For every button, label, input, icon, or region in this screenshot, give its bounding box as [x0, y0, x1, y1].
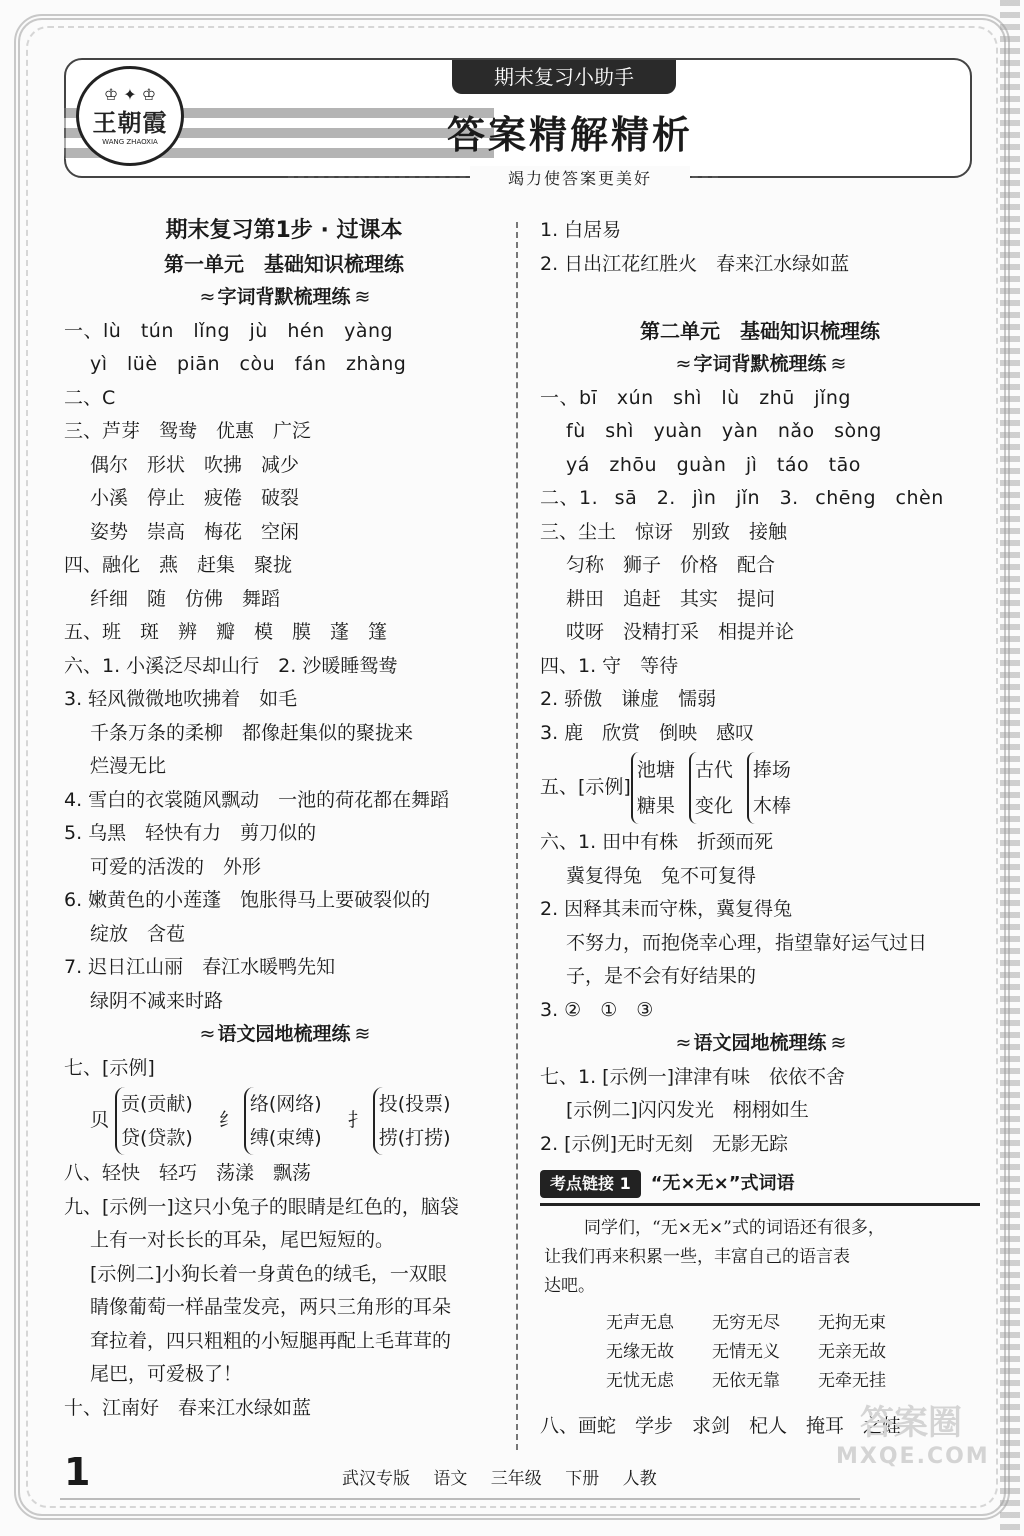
kd-word: 无牵无挂: [818, 1371, 886, 1391]
brace-item: 络(网络): [249, 1093, 322, 1115]
radical: 扌: [347, 1109, 367, 1132]
answer-line: 冀复得兔 兔不可复得: [566, 864, 757, 887]
answer-line: [示例二]小狗长着一身黄色的绒毛，一双眼: [90, 1262, 447, 1285]
knowledge-link-box: [540, 1203, 980, 1301]
answer-line: 绽放 含苞: [90, 922, 186, 945]
answer-line: 2. [示例]无时无刻 无影无踪: [540, 1132, 788, 1155]
answer-line: 一、bī xún shì lù zhū jǐng: [540, 386, 851, 409]
answer-line: 6. 嫩黄色的小莲蓬 饱胀得马上要破裂似的: [64, 889, 431, 911]
answer-line: 一、lù tún lǐng jù hén yàng: [64, 319, 394, 342]
logo: [76, 66, 184, 166]
answer-line: yì lüè piān còu fán zhàng: [90, 353, 407, 375]
answer-line: 小溪 停止 疲倦 破裂: [90, 487, 300, 509]
answer-line: 四、融化 燕 赶集 聚拢: [64, 554, 293, 576]
step-heading: 期末复习第1步 · 过课本: [165, 218, 403, 243]
answer-line: 四、1. 守 等待: [540, 654, 679, 677]
answer-line: 7. 迟日江山丽 春江水暖鸭先知: [64, 956, 336, 978]
wave-icon: ≋: [350, 1023, 369, 1045]
section-heading: [540, 348, 980, 382]
header-tag: 期末复习小助手: [452, 60, 676, 94]
brace: [373, 1087, 451, 1155]
answer-line: 上有一对长长的耳朵，尾巴短短的。: [90, 1229, 395, 1251]
answer-line: 尾巴，可爱极了！: [90, 1363, 243, 1385]
brace-item: 古代: [694, 759, 733, 781]
answer-line: 二、C: [64, 386, 116, 409]
kd-word: 无依无靠: [712, 1371, 780, 1391]
answer-line: 三、尘土 惊讶 别致 接触: [540, 520, 788, 543]
answer-line: 3. 鹿 欣赏 倒映 感叹: [540, 721, 755, 744]
answer-line: 2. 因释其耒而守株，冀复得兔: [540, 898, 793, 920]
brace: [115, 1087, 193, 1155]
section-heading: [64, 281, 504, 315]
kd-word: 无情无义: [712, 1342, 780, 1362]
answer-line: 可爱的活泼的 外形: [90, 855, 262, 878]
kd-word: 无亲无故: [818, 1342, 886, 1362]
answer-line: 七、1. [示例一]津津有味 依依不舍: [540, 1065, 845, 1088]
wave-icon: ≈: [675, 353, 694, 375]
answer-line: 耷拉着，四只粗粗的小短腿再配上毛茸茸的: [90, 1329, 452, 1352]
answer-label: 五、[示例]: [540, 776, 631, 799]
answer-line: 姿势 崇高 梅花 空闲: [90, 520, 300, 543]
kd-word: 无忧无虑: [606, 1371, 674, 1391]
brace: [244, 1087, 322, 1155]
brace-item: 池塘: [636, 759, 675, 781]
answer-line: 千条万条的柔柳 都像赶集似的聚拢来: [90, 721, 414, 744]
kd-paragraph: 达吧。: [544, 1276, 595, 1296]
right-column: [540, 214, 980, 1444]
brace: [747, 752, 791, 824]
kd-word: 无拘无束: [818, 1313, 886, 1333]
watermark: [836, 1403, 990, 1474]
answer-line: 不努力，而抱侥幸心理，指望靠好运气过日: [566, 931, 928, 954]
answer-line: 烂漫无比: [90, 755, 167, 777]
spacer: [540, 281, 980, 315]
answer-line: 五、班 斑 辨 瓣 模 膜 蓬 篷: [64, 621, 388, 643]
answer-line: 4. 雪白的衣裳随风飘动 一池的荷花都在舞蹈: [64, 788, 450, 811]
answer-line: 七、[示例]: [64, 1056, 155, 1079]
section-heading: [540, 1027, 980, 1061]
unit-heading: 第一单元 基础知识梳理练: [164, 251, 404, 276]
answer-line: 三、芦芽 鸳鸯 优惠 广泛: [64, 420, 312, 442]
knowledge-link-tag: 考点链接 1: [540, 1170, 641, 1198]
logo-text: 王朝霞: [92, 107, 168, 137]
answer-line: 九、[示例一]这只小兔子的眼睛是红色的，脑袋: [64, 1195, 459, 1218]
word-groups: [540, 750, 980, 826]
answer-line: 六、1. 小溪泛尽却山行 2. 沙暖睡鸳鸯: [64, 654, 398, 677]
wave-icon: ≈: [199, 1023, 218, 1045]
brace: [631, 752, 675, 824]
answer-line: 匀称 狮子 价格 配合: [566, 554, 776, 576]
answer-line: 八、画蛇 学步 求剑 杞人 掩耳 之蛙: [540, 1415, 902, 1437]
answer-line: 睛像葡萄一样晶莹发亮，两只三角形的耳朵: [90, 1296, 452, 1318]
brace-item: 变化: [694, 795, 733, 817]
kd-paragraph: 同学们，“无×无×”式的词语还有很多，: [584, 1218, 885, 1238]
answer-line: 2. 骄傲 谦虚 懦弱: [540, 688, 717, 710]
kd-word: 无声无息: [606, 1313, 674, 1333]
wave-icon: ≋: [826, 1032, 845, 1054]
brace-item: 贷(贷款): [121, 1127, 193, 1149]
brace-item: 投(投票): [378, 1093, 451, 1115]
logo-subtext: WANG ZHAOXIA: [102, 137, 158, 146]
answer-line: 八、轻快 轻巧 荡漾 飘荡: [64, 1162, 312, 1184]
answer-line: 3. 轻风微微地吹拂着 如毛: [64, 688, 298, 710]
kd-word-grid: [540, 1309, 980, 1396]
wave-icon: ≈: [675, 1032, 694, 1054]
radical-group: [219, 1087, 322, 1155]
brace-item: 捞(打捞): [378, 1127, 451, 1149]
page-title: 答案精解精析: [446, 113, 693, 157]
answer-line: 二、1. sā 2. jìn jǐn 3. chēng chèn: [540, 487, 944, 509]
radical-group: [348, 1087, 451, 1155]
brace-item: 缚(束缚): [249, 1127, 322, 1149]
watermark-url: MXQE.COM: [836, 1444, 990, 1469]
knowledge-link-title: “无×无×”式词语: [650, 1173, 795, 1195]
footer-info: 武汉专版 语文 三年级 下册 人教: [342, 1469, 657, 1489]
section-title: 语文园地梳理练: [217, 1023, 351, 1045]
answer-line: 六、1. 田中有株 折颈而死: [540, 831, 774, 853]
wave-icon: ≋: [350, 286, 369, 308]
radical: 贝: [90, 1109, 110, 1132]
radical-group: [90, 1087, 193, 1155]
brace: [689, 752, 733, 824]
answer-line: 绿阴不减来时路: [90, 989, 224, 1012]
kd-paragraph: 让我们再来积累一些，丰富自己的语言表: [544, 1247, 850, 1267]
radical: 纟: [218, 1109, 238, 1132]
section-title: 语文园地梳理练: [693, 1032, 827, 1054]
brace-item: 贡(贡献): [121, 1093, 193, 1115]
left-column: [64, 214, 504, 1425]
page-number: 1: [64, 1450, 91, 1494]
brace-item: 捧场: [752, 759, 791, 781]
answer-line: 十、江南好 春来江水绿如蓝: [64, 1396, 312, 1419]
answer-line: 5. 乌黑 轻快有力 剪刀似的: [64, 822, 317, 844]
kd-word: 无穷无尽: [712, 1313, 780, 1333]
answer-line: 2. 日出江花红胜火 春来江水绿如蓝: [540, 252, 850, 275]
answer-line: 1. 白居易: [540, 219, 622, 241]
section-title: 字词背默梳理练: [693, 353, 827, 375]
section-title: 字词背默梳理练: [217, 286, 351, 308]
knowledge-link-bar: [540, 1165, 980, 1203]
kd-word: 无缘无故: [606, 1342, 674, 1362]
answer-line: 哎呀 没精打采 相提并论: [566, 621, 795, 643]
edge-marks: [1000, 0, 1020, 1536]
crown-icon: ♔ ✦ ♔: [103, 84, 157, 104]
brace-item: 糖果: [636, 795, 675, 817]
answer-line: 耕田 追赶 其实 提问: [566, 587, 776, 610]
answer-line: yá zhōu guàn jì táo tāo: [566, 453, 861, 476]
slogan: 竭力使答案更美好: [470, 166, 690, 189]
answer-line: 纤细 随 仿佛 舞蹈: [90, 587, 281, 610]
answer-line: 子，是不会有好结果的: [566, 965, 757, 987]
unit-heading: 第二单元 基础知识梳理练: [640, 318, 880, 343]
brace-item: 木棒: [752, 795, 791, 817]
bottom-rule: [60, 1498, 860, 1500]
answer-line: 偶尔 形状 吹拂 减少: [90, 453, 300, 476]
answer-line: [示例二]闪闪发光 栩栩如生: [566, 1099, 809, 1121]
watermark-text: 答案圈: [860, 1403, 962, 1443]
column-divider: [516, 222, 518, 1450]
section-heading: [64, 1018, 504, 1052]
wave-icon: ≈: [199, 286, 218, 308]
wave-icon: ≋: [826, 353, 845, 375]
answer-line: 3. ② ① ③: [540, 998, 654, 1021]
answer-line: fù shì yuàn yàn nǎo sòng: [566, 420, 882, 442]
radical-groups: [64, 1085, 504, 1157]
